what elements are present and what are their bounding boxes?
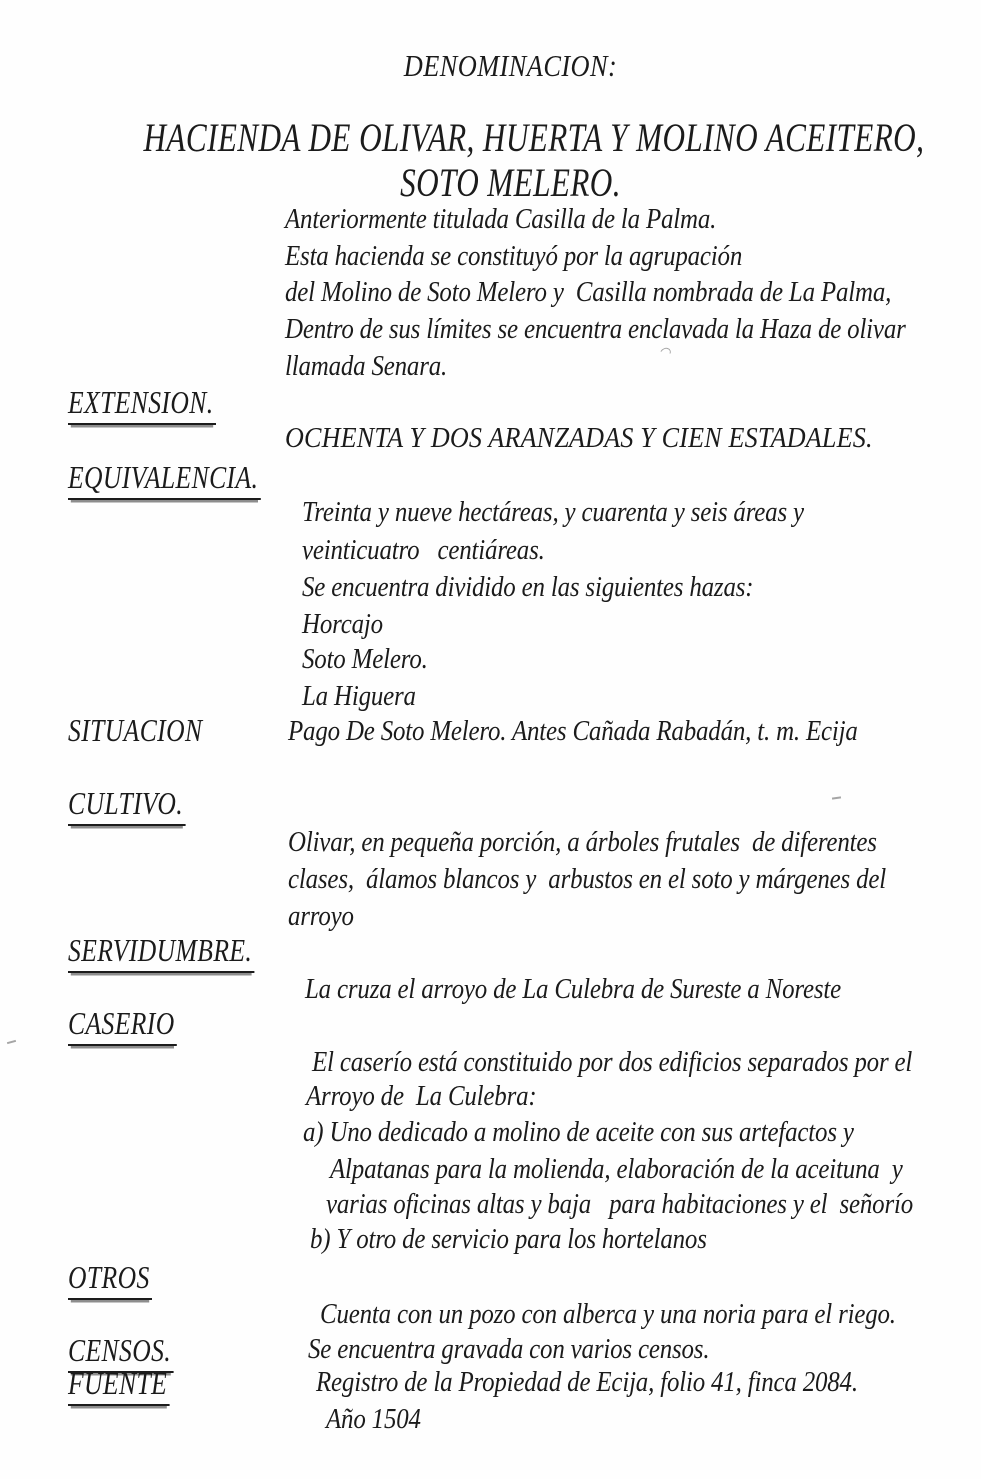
section-servidumbre-label [68, 933, 255, 973]
section-servidumbre-label-text: SERVIDUMBRE. [68, 933, 255, 973]
section-otros-label-text: OTROS [68, 1260, 152, 1300]
section-otros-value: Cuenta con un pozo con alberca y una noria para el riego. [320, 1299, 896, 1330]
section-servidumbre-value: La cruza el arroyo de La Culebra de Sureste a Noreste [305, 974, 842, 1005]
section-equivalencia-label-text: EQUIVALENCIA. [68, 460, 261, 500]
main-title-line-1: HACIENDA DE OLIVAR, HUERTA Y MOLINO ACEITERO, [143, 115, 925, 160]
section-extension-label-text: EXTENSION. [68, 385, 216, 425]
caserio-line-2: Arroyo de La Culebra: [306, 1081, 537, 1112]
section-cultivo-label [68, 786, 185, 826]
caserio-line-4: Alpatanas para la molienda, elaboración de la aceituna y [330, 1154, 903, 1185]
intro-line-5: llamada Senara. [285, 351, 448, 382]
section-situacion-value: Pago De Soto Melero. Antes Cañada Rabadán, t. m. Ecija [288, 716, 858, 747]
caserio-line-6: b) Y otro de servicio para los hortelanos [310, 1224, 707, 1255]
cultivo-line-2: clases, álamos blancos y arbustos en el soto y márgenes del [288, 864, 886, 895]
caserio-line-1: El caserío está constituido por dos edificios separados por el [312, 1047, 913, 1078]
intro-line-2: Esta hacienda se constituyó por la agrupación [285, 241, 743, 272]
section-extension-label [68, 385, 216, 425]
cultivo-line-3: arroyo [288, 901, 354, 932]
main-title-line-2: SOTO MELERO. [400, 160, 621, 205]
equivalencia-line-5: Soto Melero. [302, 644, 428, 675]
equivalencia-line-2: veinticuatro centiáreas. [302, 535, 545, 566]
section-extension-value: OCHENTA Y DOS ARANZADAS Y CIEN ESTADALES. [285, 422, 873, 454]
section-fuente-value: Registro de la Propiedad de Ecija, folio 41, finca 2084. [316, 1367, 858, 1398]
caserio-line-3: a) Uno dedicado a molino de aceite con sus artefactos y [303, 1117, 854, 1148]
section-fuente-label [68, 1366, 170, 1406]
section-cultivo-label-text: CULTIVO. [68, 786, 185, 826]
fuente-year-line: Año 1504 [326, 1404, 421, 1435]
intro-line-1: Anteriormente titulada Casilla de la Palma. [285, 204, 717, 235]
section-censos-label-text: CENSOS. [68, 1333, 173, 1373]
section-otros-label [68, 1260, 152, 1300]
cultivo-line-1: Olivar, en pequeña porción, a árboles frutales de diferentes [288, 827, 877, 858]
intro-line-4: Dentro de sus límites se encuentra enclavada la Haza de olivar [285, 314, 906, 345]
scan-artifact-dash-left [7, 1040, 16, 1044]
caserio-line-5: varias oficinas altas y baja para habitaciones y el señorío [326, 1189, 913, 1220]
equivalencia-line-1: Treinta y nueve hectáreas, y cuarenta y seis áreas y [302, 497, 804, 528]
section-fuente-label-text: FUENTE [68, 1366, 170, 1406]
section-caserio-label [68, 1006, 177, 1046]
section-censos-value: Se encuentra gravada con varios censos. [308, 1334, 710, 1365]
equivalencia-line-4: Horcajo [302, 609, 383, 640]
intro-line-3: del Molino de Soto Melero y Casilla nombrada de La Palma, [285, 277, 892, 308]
denominacion-heading: DENOMINACION: [403, 48, 618, 83]
scan-artifact-dash-right [832, 796, 841, 799]
equivalencia-line-6: La Higuera [302, 681, 416, 712]
scan-artifact-arc [659, 346, 673, 359]
section-equivalencia-label [68, 460, 261, 500]
section-situacion-label: SITUACION [68, 712, 203, 748]
section-caserio-label-text: CASERIO [68, 1006, 177, 1046]
equivalencia-line-3: Se encuentra dividido en las siguientes hazas: [302, 572, 754, 603]
